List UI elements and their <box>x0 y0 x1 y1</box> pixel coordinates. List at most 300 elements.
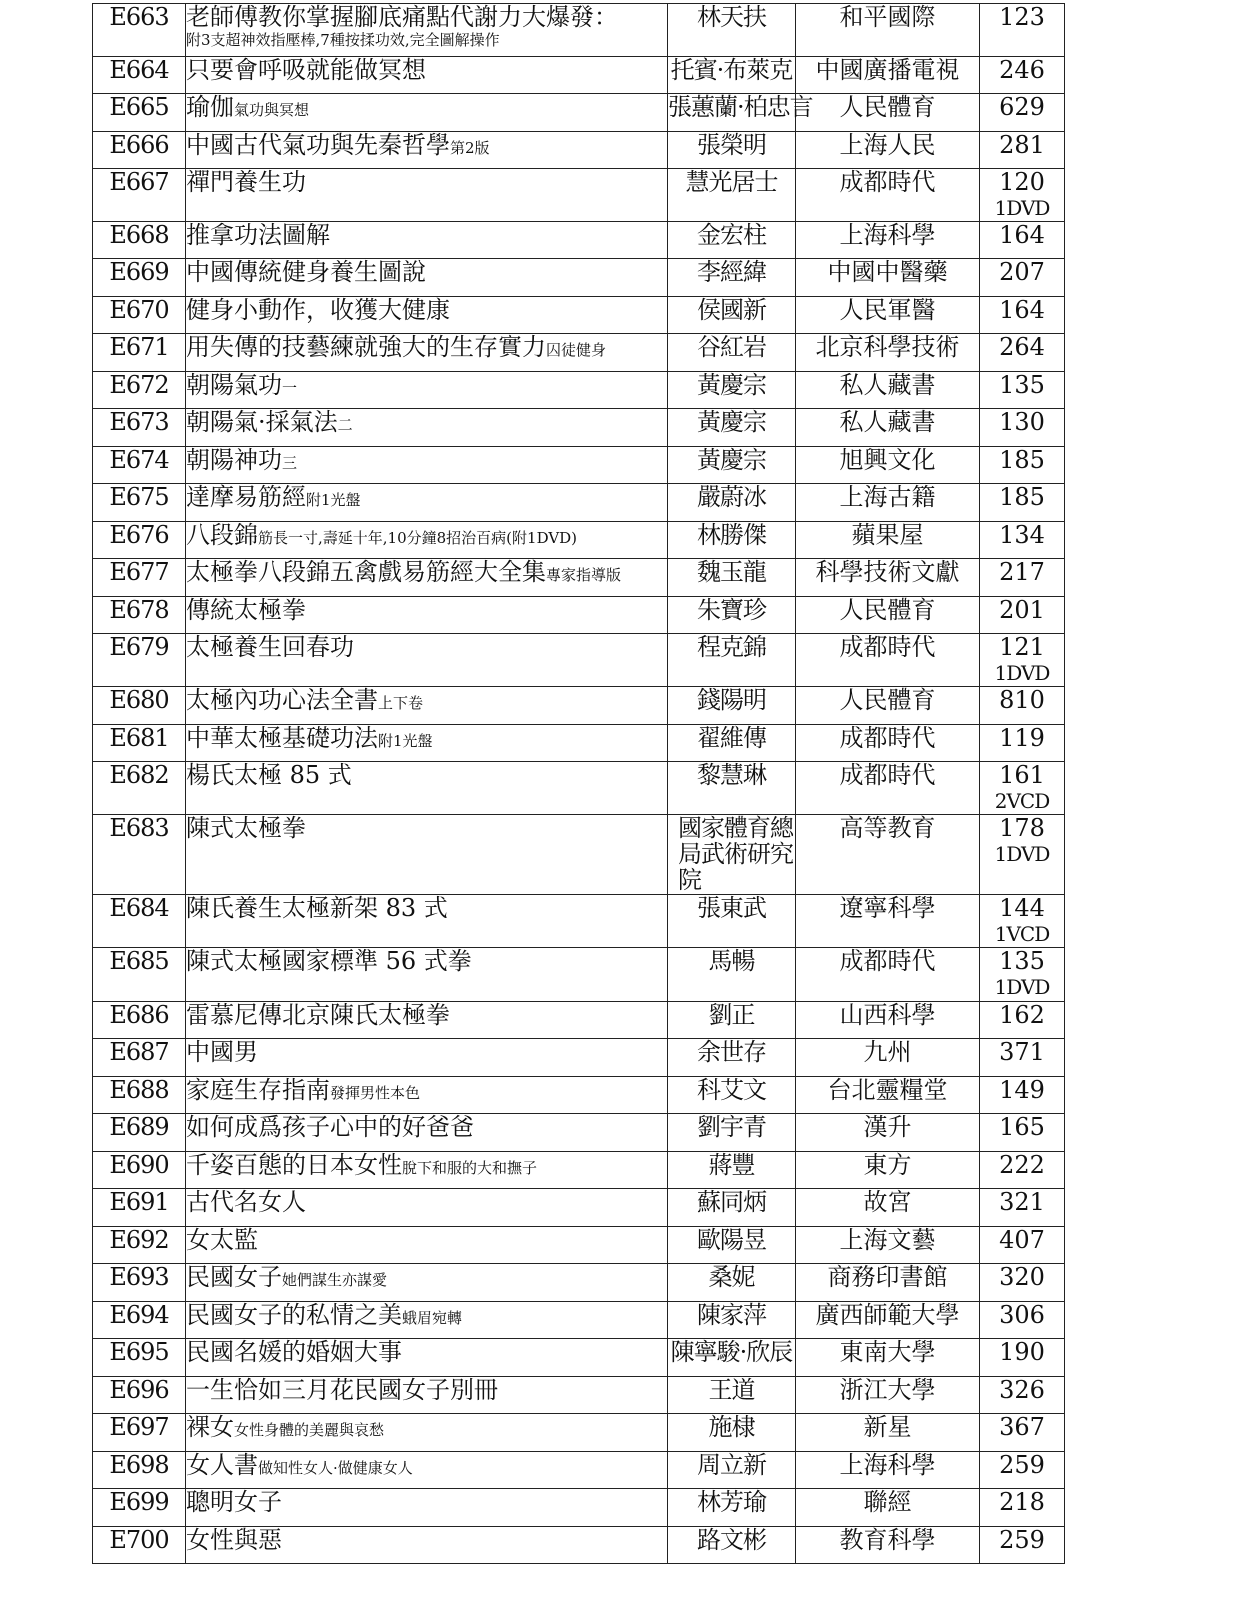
book-pages: 218 <box>999 1488 1045 1516</box>
book-pages: 306 <box>999 1301 1045 1329</box>
book-pages: 264 <box>999 333 1045 361</box>
book-pages-cell <box>980 1077 1065 1114</box>
book-code: E699 <box>93 1489 186 1527</box>
book-code: E693 <box>93 1264 186 1302</box>
book-title-cell <box>186 334 668 372</box>
table-row <box>93 597 1065 634</box>
catalog-body <box>93 4 1065 1564</box>
book-publisher: 教育科學 <box>796 1527 980 1564</box>
book-title: 太極養生回春功 <box>186 633 354 661</box>
book-subtitle-note: 發揮男性本色 <box>330 1084 421 1102</box>
book-author: 陳家萍 <box>668 1302 796 1339</box>
book-pages: 407 <box>999 1226 1045 1254</box>
book-pages-cell <box>980 1377 1065 1414</box>
book-publisher: 上海人民 <box>796 132 980 169</box>
book-author: 馬暢 <box>668 948 796 1002</box>
book-pages-cell <box>980 948 1065 1002</box>
table-row <box>93 1227 1065 1264</box>
book-pages: 222 <box>999 1151 1045 1179</box>
book-title: 民國女子的私情之美 <box>186 1301 402 1329</box>
book-title-cell <box>186 895 668 948</box>
book-author: 侯國新 <box>668 297 796 334</box>
book-author: 張榮明 <box>668 132 796 169</box>
table-row <box>93 132 1065 169</box>
book-code: E682 <box>93 762 186 815</box>
book-catalog-table <box>92 3 1065 1564</box>
book-title-cell <box>186 1414 668 1452</box>
book-pages-cell <box>980 1339 1065 1377</box>
book-author: 蘇同炳 <box>668 1189 796 1227</box>
book-publisher: 人民體育 <box>796 94 980 132</box>
book-pages-cell <box>980 297 1065 334</box>
table-row <box>93 1302 1065 1339</box>
book-title: 一生恰如三月花民國女子別冊 <box>186 1376 498 1404</box>
book-title-cell <box>186 597 668 634</box>
book-code: E698 <box>93 1452 186 1489</box>
book-publisher: 成都時代 <box>796 634 980 687</box>
book-author: 慧光居士 <box>668 169 796 222</box>
table-row <box>93 559 1065 597</box>
book-author: 科艾文 <box>668 1077 796 1114</box>
book-title: 民國名媛的婚姻大事 <box>186 1338 402 1366</box>
book-code: E678 <box>93 597 186 634</box>
book-code: E688 <box>93 1077 186 1114</box>
book-title-cell <box>186 132 668 169</box>
book-pages: 321 <box>999 1188 1045 1216</box>
book-pages-cell <box>980 169 1065 222</box>
book-pages-cell <box>980 762 1065 815</box>
book-pages: 629 <box>999 93 1045 121</box>
book-pages-cell <box>980 372 1065 409</box>
book-author: 翟維傳 <box>668 725 796 762</box>
book-author: 施棣 <box>668 1414 796 1452</box>
book-title: 陳式太極國家標準 56 式拳 <box>186 947 472 975</box>
book-author: 張東武 <box>668 895 796 948</box>
book-author: 黃慶宗 <box>668 372 796 409</box>
book-pages: 119 <box>999 724 1045 752</box>
book-title-cell <box>186 725 668 762</box>
book-publisher: 高等教育 <box>796 815 980 895</box>
book-pages-cell <box>980 1189 1065 1227</box>
book-title-cell <box>186 948 668 1002</box>
table-row <box>93 687 1065 725</box>
book-publisher: 東方 <box>796 1152 980 1189</box>
book-publisher: 人民軍醫 <box>796 297 980 334</box>
book-title: 太極內功心法全書 <box>186 686 378 714</box>
book-title: 中國傳統健身養生圖說 <box>186 258 426 286</box>
book-publisher: 上海科學 <box>796 1452 980 1489</box>
book-author: 黃慶宗 <box>668 447 796 484</box>
table-row <box>93 1377 1065 1414</box>
book-author: 周立新 <box>668 1452 796 1489</box>
book-title: 老師傅教你掌握腳底痛點代謝力大爆發： <box>186 3 618 31</box>
book-pages-cell <box>980 522 1065 559</box>
book-code: E687 <box>93 1039 186 1077</box>
book-title: 朝陽氣功 <box>186 371 282 399</box>
table-row <box>93 1414 1065 1452</box>
book-code: E689 <box>93 1114 186 1152</box>
book-subtitle-note: 三 <box>282 454 298 472</box>
book-code: E676 <box>93 522 186 559</box>
book-title-cell <box>186 484 668 522</box>
table-row <box>93 372 1065 409</box>
book-publisher: 浙江大學 <box>796 1377 980 1414</box>
table-row <box>93 1264 1065 1302</box>
book-subtitle-note: 囚徒健身 <box>546 341 607 359</box>
book-title: 女太監 <box>186 1226 258 1254</box>
book-publisher: 成都時代 <box>796 762 980 815</box>
book-title: 朝陽氣·採氣法 <box>186 408 338 436</box>
book-code: E684 <box>93 895 186 948</box>
book-author: 劉正 <box>668 1002 796 1039</box>
book-title-cell <box>186 815 668 895</box>
book-pages: 135 <box>999 371 1045 399</box>
book-publisher: 廣西師範大學 <box>796 1302 980 1339</box>
book-pages: 162 <box>999 1001 1045 1029</box>
book-pages: 201 <box>999 596 1045 624</box>
book-code: E670 <box>93 297 186 334</box>
book-title: 中國男 <box>186 1038 258 1066</box>
book-title: 陳式太極拳 <box>186 814 306 842</box>
book-pages-cell <box>980 1227 1065 1264</box>
book-pages: 367 <box>999 1413 1045 1441</box>
book-title: 聰明女子 <box>186 1488 282 1516</box>
book-pages-cell <box>980 94 1065 132</box>
book-publisher: 故宮 <box>796 1189 980 1227</box>
book-pages: 123 <box>999 3 1045 31</box>
book-pages-cell <box>980 222 1065 259</box>
book-subtitle-note: 二 <box>337 416 353 434</box>
table-row <box>93 1077 1065 1114</box>
table-row <box>93 522 1065 559</box>
book-publisher: 成都時代 <box>796 948 980 1002</box>
book-pages: 121 <box>999 633 1045 661</box>
book-pages: 134 <box>999 521 1045 549</box>
table-row <box>93 57 1065 94</box>
book-title-cell <box>186 1077 668 1114</box>
book-publisher: 上海科學 <box>796 222 980 259</box>
book-subtitle-note: 附1光盤 <box>306 491 361 509</box>
book-author: 錢陽明 <box>668 687 796 725</box>
book-publisher: 人民體育 <box>796 687 980 725</box>
book-code: E683 <box>93 815 186 895</box>
book-title-cell <box>186 1114 668 1152</box>
book-title-cell <box>186 259 668 297</box>
book-pages-cell <box>980 259 1065 297</box>
book-pages: 144 <box>999 894 1045 922</box>
book-title: 雷慕尼傳北京陳氏太極拳 <box>186 1001 450 1029</box>
book-publisher: 中國廣播電視 <box>796 57 980 94</box>
book-title: 家庭生存指南 <box>186 1076 330 1104</box>
book-subtitle-note: 一 <box>282 379 298 397</box>
book-publisher: 成都時代 <box>796 169 980 222</box>
book-title: 女人書 <box>186 1451 258 1479</box>
table-row <box>93 725 1065 762</box>
table-row <box>93 447 1065 484</box>
table-row <box>93 259 1065 297</box>
book-title-cell <box>186 372 668 409</box>
book-code: E675 <box>93 484 186 522</box>
book-author: 朱寶珍 <box>668 597 796 634</box>
book-author: 谷紅岩 <box>668 334 796 372</box>
book-pages-cell <box>980 895 1065 948</box>
book-code: E674 <box>93 447 186 484</box>
book-code: E666 <box>93 132 186 169</box>
book-code: E667 <box>93 169 186 222</box>
table-row <box>93 1527 1065 1564</box>
book-title-cell <box>186 1302 668 1339</box>
book-code: E690 <box>93 1152 186 1189</box>
book-pages: 320 <box>999 1263 1045 1291</box>
book-pages: 161 <box>999 761 1045 789</box>
book-title-cell <box>186 522 668 559</box>
book-media: 1DVD <box>994 975 1050 999</box>
table-row <box>93 334 1065 372</box>
book-pages: 130 <box>999 408 1045 436</box>
book-pages: 120 <box>999 168 1045 196</box>
table-row <box>93 762 1065 815</box>
book-author: 托賓·布萊克 <box>668 57 796 94</box>
book-publisher: 科學技術文獻 <box>796 559 980 597</box>
book-publisher: 旭興文化 <box>796 447 980 484</box>
book-pages-cell <box>980 447 1065 484</box>
table-row <box>93 1489 1065 1527</box>
book-pages-cell <box>980 409 1065 447</box>
book-code: E694 <box>93 1302 186 1339</box>
book-pages-cell <box>980 815 1065 895</box>
book-subtitle-note: 她們謀生亦謀愛 <box>282 1271 388 1289</box>
book-subtitle-note: 脫下和服的大和撫子 <box>402 1159 538 1177</box>
table-row <box>93 222 1065 259</box>
book-pages: 207 <box>999 258 1045 286</box>
book-publisher: 蘋果屋 <box>796 522 980 559</box>
book-code: E672 <box>93 372 186 409</box>
book-pages-cell <box>980 1489 1065 1527</box>
book-pages: 178 <box>999 814 1045 842</box>
book-pages: 810 <box>999 686 1045 714</box>
book-pages-cell <box>980 597 1065 634</box>
book-pages-cell <box>980 725 1065 762</box>
book-title: 古代名女人 <box>186 1188 306 1216</box>
book-title-cell <box>186 634 668 687</box>
book-author: 嚴蔚冰 <box>668 484 796 522</box>
book-publisher: 私人藏書 <box>796 409 980 447</box>
book-publisher: 遼寧科學 <box>796 895 980 948</box>
book-pages-cell <box>980 1039 1065 1077</box>
table-row <box>93 895 1065 948</box>
book-title-cell <box>186 1189 668 1227</box>
book-author: 國家體育總局武術研究院 <box>668 815 796 895</box>
book-author: 陳寧駿·欣辰 <box>668 1339 796 1377</box>
book-pages-cell <box>980 1152 1065 1189</box>
book-title: 禪門養生功 <box>186 168 306 196</box>
book-code: E673 <box>93 409 186 447</box>
book-title: 朝陽神功 <box>186 446 282 474</box>
book-title: 民國女子 <box>186 1263 282 1291</box>
book-pages: 185 <box>999 483 1045 511</box>
book-publisher: 上海古籍 <box>796 484 980 522</box>
book-title-cell <box>186 1264 668 1302</box>
book-title: 中華太極基礎功法 <box>186 724 378 752</box>
book-pages: 135 <box>999 947 1045 975</box>
book-title-cell <box>186 57 668 94</box>
book-title-cell <box>186 222 668 259</box>
book-author: 歐陽昱 <box>668 1227 796 1264</box>
book-pages: 190 <box>999 1338 1045 1366</box>
book-subtitle-note: 上下卷 <box>378 694 424 712</box>
book-pages-cell <box>980 4 1065 57</box>
book-pages: 165 <box>999 1113 1045 1141</box>
book-pages: 217 <box>999 558 1045 586</box>
book-pages-cell <box>980 559 1065 597</box>
book-subtitle-note: 女性身體的美麗與哀愁 <box>234 1421 385 1439</box>
book-code: E686 <box>93 1002 186 1039</box>
book-subtitle-note: 附1光盤 <box>378 732 433 750</box>
book-title-cell <box>186 447 668 484</box>
book-pages: 326 <box>999 1376 1045 1404</box>
book-title: 只要會呼吸就能做冥想 <box>186 56 426 84</box>
book-pages-cell <box>980 1527 1065 1564</box>
book-author: 黃慶宗 <box>668 409 796 447</box>
book-title-cell <box>186 1377 668 1414</box>
book-title: 達摩易筋經 <box>186 483 306 511</box>
table-row <box>93 948 1065 1002</box>
book-title-cell <box>186 687 668 725</box>
book-publisher: 商務印書館 <box>796 1264 980 1302</box>
book-publisher: 九州 <box>796 1039 980 1077</box>
table-row <box>93 1039 1065 1077</box>
book-title-cell <box>186 1452 668 1489</box>
book-title: 中國古代氣功與先秦哲學 <box>186 131 450 159</box>
table-row <box>93 297 1065 334</box>
table-row <box>93 1189 1065 1227</box>
table-row <box>93 4 1065 57</box>
book-pages-cell <box>980 687 1065 725</box>
book-author: 林勝傑 <box>668 522 796 559</box>
book-media: 2VCD <box>994 789 1050 813</box>
book-title: 楊氏太極 85 式 <box>186 761 352 789</box>
book-publisher: 聯經 <box>796 1489 980 1527</box>
table-row <box>93 1002 1065 1039</box>
book-title-cell <box>186 409 668 447</box>
book-author: 林天扶 <box>668 4 796 57</box>
book-title-cell <box>186 1039 668 1077</box>
book-author: 王道 <box>668 1377 796 1414</box>
book-media: 1DVD <box>994 661 1050 685</box>
book-author: 余世存 <box>668 1039 796 1077</box>
book-title-cell <box>186 1527 668 1564</box>
book-pages: 164 <box>999 221 1045 249</box>
book-title: 如何成爲孩子心中的好爸爸 <box>186 1113 474 1141</box>
book-title: 傳統太極拳 <box>186 596 306 624</box>
book-pages: 185 <box>999 446 1045 474</box>
book-title-cell <box>186 94 668 132</box>
book-pages: 164 <box>999 296 1045 324</box>
book-title-cell <box>186 4 668 57</box>
book-code: E695 <box>93 1339 186 1377</box>
book-code: E696 <box>93 1377 186 1414</box>
book-pages: 149 <box>999 1076 1045 1104</box>
book-title-cell <box>186 169 668 222</box>
book-title: 千姿百態的日本女性 <box>186 1151 402 1179</box>
book-publisher: 上海文藝 <box>796 1227 980 1264</box>
book-code: E664 <box>93 57 186 94</box>
book-pages-cell <box>980 1264 1065 1302</box>
book-title: 八段錦 <box>186 521 258 549</box>
book-code: E679 <box>93 634 186 687</box>
book-pages-cell <box>980 634 1065 687</box>
book-title: 健身小動作，收獲大健康 <box>186 296 450 324</box>
table-row <box>93 1152 1065 1189</box>
table-row <box>93 94 1065 132</box>
table-row <box>93 1452 1065 1489</box>
book-title-cell <box>186 1339 668 1377</box>
book-code: E692 <box>93 1227 186 1264</box>
book-pages-cell <box>980 484 1065 522</box>
book-publisher: 中國中醫藥 <box>796 259 980 297</box>
book-publisher: 山西科學 <box>796 1002 980 1039</box>
book-title-cell <box>186 1489 668 1527</box>
book-title: 瑜伽 <box>186 93 234 121</box>
book-publisher: 成都時代 <box>796 725 980 762</box>
book-publisher: 私人藏書 <box>796 372 980 409</box>
book-author: 林芳瑜 <box>668 1489 796 1527</box>
book-title-cell <box>186 1227 668 1264</box>
book-title-cell <box>186 762 668 815</box>
book-subtitle-note: 蛾眉宛轉 <box>402 1309 463 1327</box>
book-title-cell <box>186 297 668 334</box>
book-code: E671 <box>93 334 186 372</box>
book-title: 太極拳八段錦五禽戲易筋經大全集 <box>186 558 546 586</box>
book-title: 推拿功法圖解 <box>186 221 330 249</box>
book-title: 用失傳的技藝練就強大的生存實力 <box>186 333 546 361</box>
book-pages: 246 <box>999 56 1045 84</box>
table-row <box>93 409 1065 447</box>
book-publisher: 人民體育 <box>796 597 980 634</box>
book-author: 李經緯 <box>668 259 796 297</box>
book-author: 黎慧琳 <box>668 762 796 815</box>
table-row <box>93 1114 1065 1152</box>
book-code: E680 <box>93 687 186 725</box>
table-row <box>93 169 1065 222</box>
book-subtitle-note: 專家指導版 <box>546 566 622 584</box>
book-code: E700 <box>93 1527 186 1564</box>
book-author: 魏玉龍 <box>668 559 796 597</box>
book-title: 女性與惡 <box>186 1526 282 1554</box>
book-pages: 259 <box>999 1526 1045 1554</box>
book-author: 路文彬 <box>668 1527 796 1564</box>
book-pages: 259 <box>999 1451 1045 1479</box>
book-media: 1DVD <box>994 842 1050 866</box>
table-row <box>93 815 1065 895</box>
book-code: E663 <box>93 4 186 57</box>
book-pages-cell <box>980 1114 1065 1152</box>
book-code: E665 <box>93 94 186 132</box>
book-title: 裸女 <box>186 1413 234 1441</box>
book-title-cell <box>186 559 668 597</box>
book-title: 陳氏養生太極新架 83 式 <box>186 894 448 922</box>
book-publisher: 北京科學技術 <box>796 334 980 372</box>
book-author: 桑妮 <box>668 1264 796 1302</box>
book-pages-cell <box>980 1452 1065 1489</box>
book-pages-cell <box>980 1414 1065 1452</box>
book-code: E677 <box>93 559 186 597</box>
book-code: E668 <box>93 222 186 259</box>
book-subtitle-note: 氣功與冥想 <box>234 101 310 119</box>
table-row <box>93 634 1065 687</box>
book-pages-cell <box>980 334 1065 372</box>
book-publisher: 新星 <box>796 1414 980 1452</box>
